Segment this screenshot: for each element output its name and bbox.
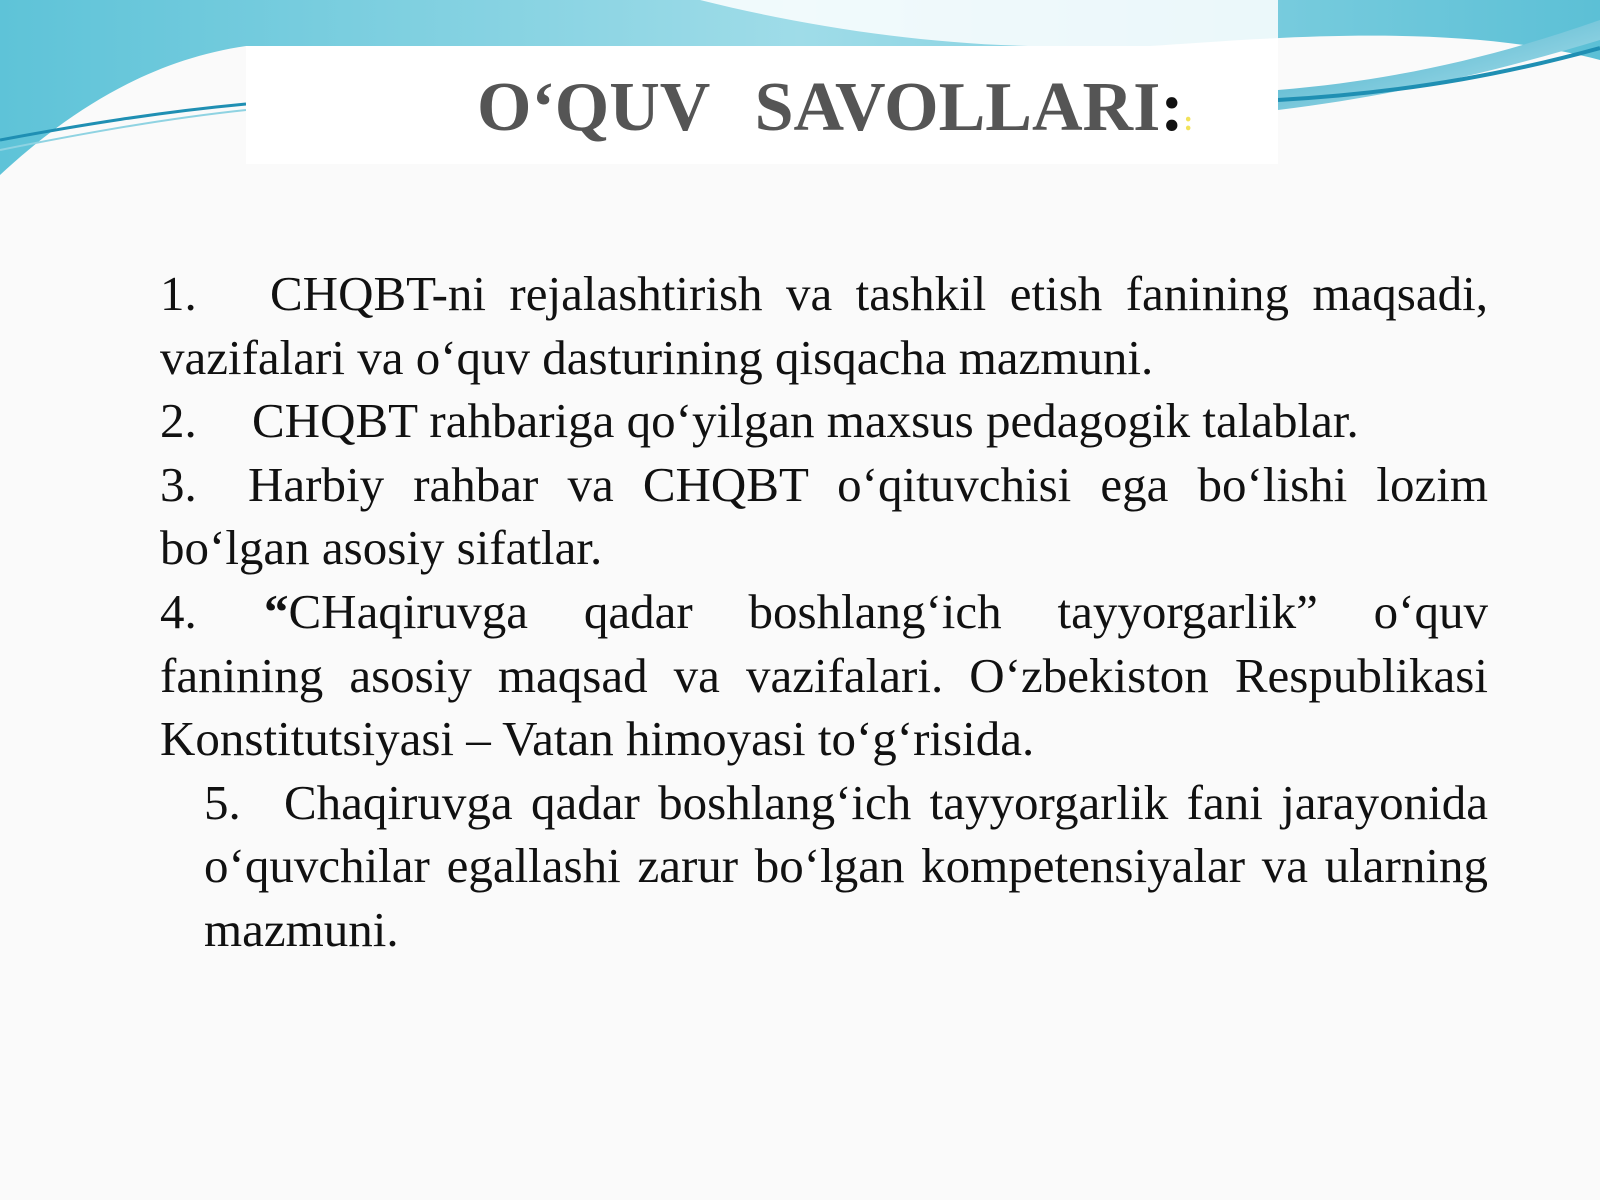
list-item-1: [160, 262, 1488, 389]
title-colon: :: [1160, 69, 1184, 146]
question-list: [160, 262, 1488, 962]
item-number: 3.: [160, 456, 197, 512]
title-word-1: O‘QUV: [477, 69, 710, 146]
title-colon-extra: :: [1183, 106, 1193, 137]
item-text: CHQBT rahbariga qo‘yilgan maxsus pedagogik talablar.: [252, 393, 1359, 449]
title-word-2: SAVOLLARI: [754, 69, 1161, 146]
item-number: 5.: [204, 774, 241, 830]
item-text: Harbiy rahbar va CHQBT o‘qituvchisi ega bo‘lishi lozim bo‘lgan asosiy sifatlar.: [160, 456, 1488, 576]
item-text: Chaqiruvga qadar boshlang‘ich tayyorgarlik fani jarayonida o‘quvchilar egallashi zarur bo‘lgan kompetensiyalar va ularning mazmuni.: [204, 774, 1488, 957]
item-text: CHQBT-ni rejalashtirish va tashkil etish fanining maqsadi, vazifalari va o‘quv dasturining qisqacha mazmuni.: [160, 266, 1488, 385]
item-number: 1.: [160, 266, 197, 321]
list-item-3: [160, 453, 1488, 580]
item-number: 2.: [160, 393, 197, 449]
item-number: 4.: [160, 583, 197, 639]
list-item-4: [160, 580, 1488, 771]
list-item-2: [160, 389, 1488, 453]
list-item-5: [160, 771, 1488, 962]
item-text: CHaqiruvga qadar boshlang‘ich tayyorgarlik” o‘quv fanining asosiy maqsad va vazifalari. O‘zbekiston Respublikasi Konstitutsiyasi – Vatan himoyasi to‘g‘risida.: [160, 583, 1488, 767]
slide-title: [0, 66, 1600, 164]
item-quote-open: “: [264, 583, 289, 639]
